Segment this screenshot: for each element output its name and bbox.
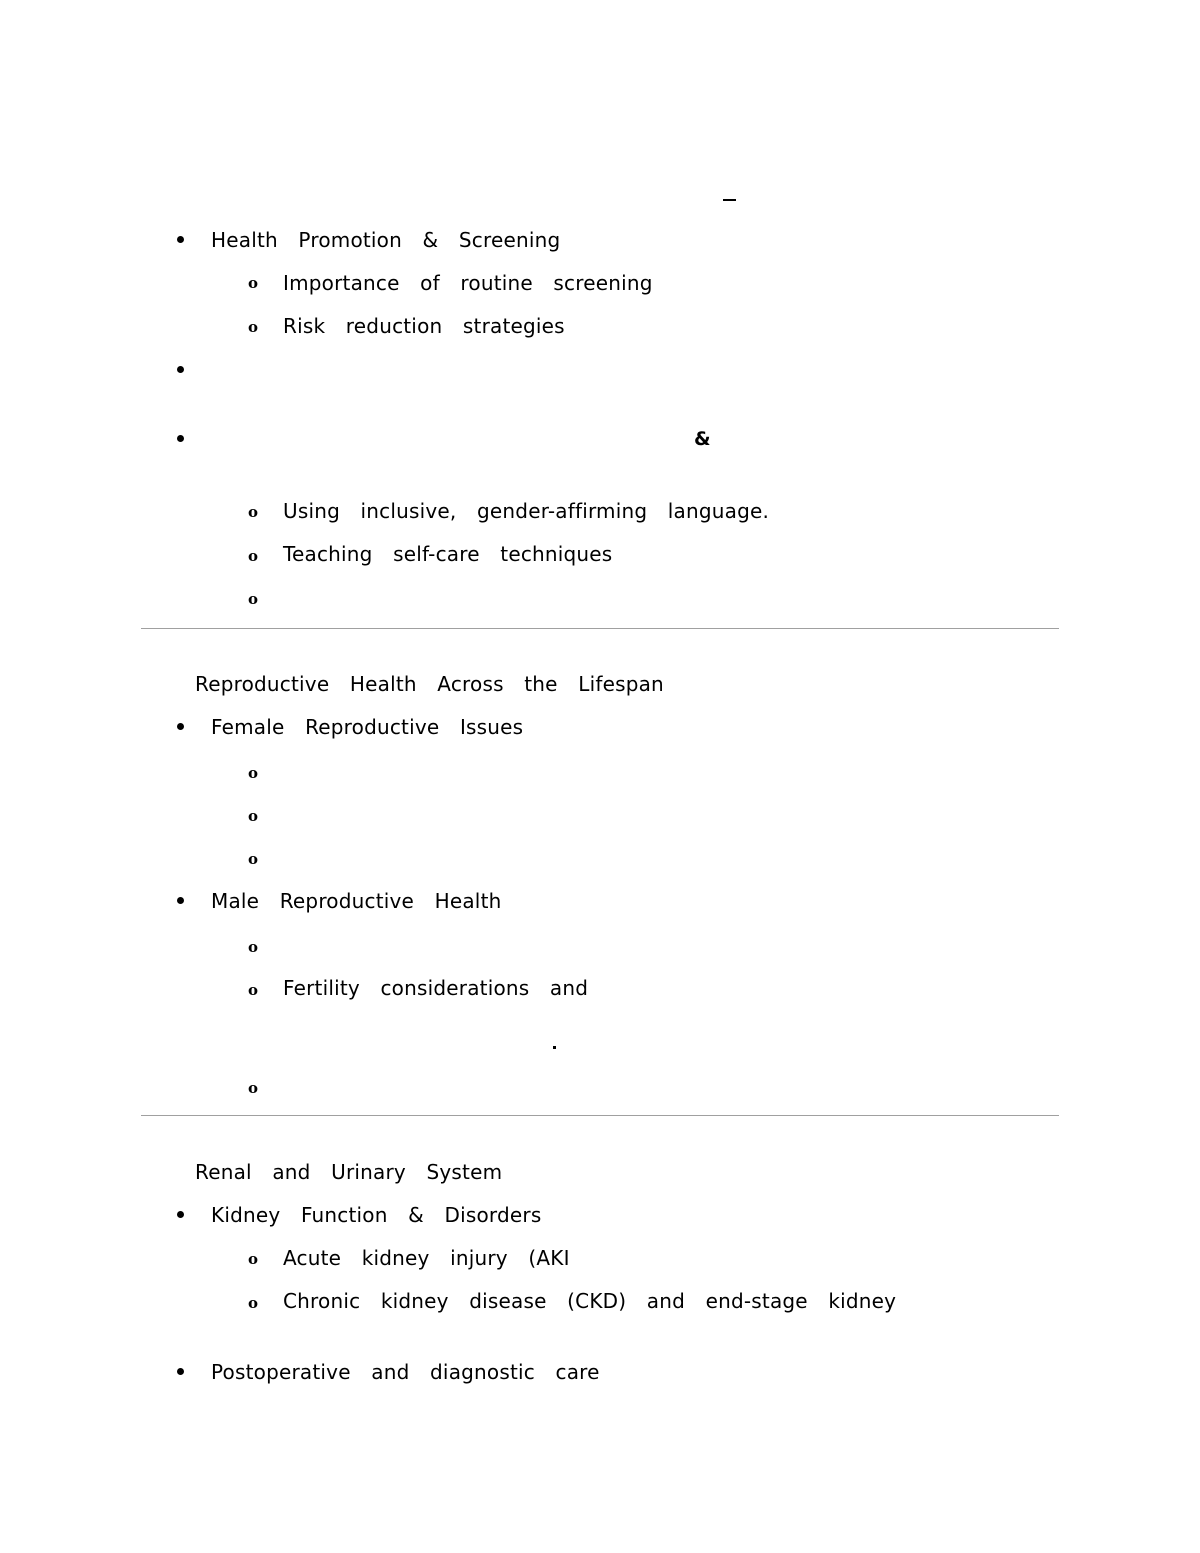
sub-item-inclusive-language: Using inclusive, gender-affirming language. xyxy=(283,499,770,523)
section-heading-reproductive-health: Reproductive Health Across the Lifespan xyxy=(195,672,664,696)
sub-bullet-marker: o xyxy=(248,274,259,292)
sub-bullet-marker: o xyxy=(248,318,259,336)
list-item-postoperative-care: Postoperative and diagnostic care xyxy=(211,1360,600,1384)
bullet-marker xyxy=(177,897,184,904)
bullet-marker xyxy=(177,1211,184,1218)
sub-item-aki: Acute kidney injury (AKI xyxy=(283,1246,570,1270)
sub-bullet-marker: o xyxy=(248,547,259,565)
bullet-marker xyxy=(177,1368,184,1375)
list-item-kidney-function: Kidney Function & Disorders xyxy=(211,1203,542,1227)
section-divider xyxy=(141,628,1059,629)
list-item-female-reproductive: Female Reproductive Issues xyxy=(211,715,524,739)
sub-item-self-care: Teaching self-care techniques xyxy=(283,542,613,566)
sub-bullet-marker: o xyxy=(248,938,259,956)
sub-bullet-marker: o xyxy=(248,503,259,521)
sub-item-fertility: Fertility considerations and xyxy=(283,976,589,1000)
sub-item-ckd: Chronic kidney disease (CKD) and end-stage kidney xyxy=(283,1289,897,1313)
sub-bullet-marker: o xyxy=(248,1250,259,1268)
sub-bullet-marker: o xyxy=(248,764,259,782)
ampersand-text: & xyxy=(694,428,711,450)
sub-bullet-marker: o xyxy=(248,590,259,608)
sub-item-risk-reduction: Risk reduction strategies xyxy=(283,314,565,338)
sub-bullet-marker: o xyxy=(248,1079,259,1097)
bullet-marker xyxy=(177,723,184,730)
sub-bullet-marker: o xyxy=(248,1294,259,1312)
bullet-marker xyxy=(177,435,184,442)
title-dash xyxy=(723,199,736,201)
list-item-male-reproductive: Male Reproductive Health xyxy=(211,889,502,913)
bullet-marker xyxy=(177,366,184,373)
section-divider xyxy=(141,1115,1059,1116)
list-item-health-promotion: Health Promotion & Screening xyxy=(211,228,561,252)
sub-bullet-marker: o xyxy=(248,850,259,868)
section-heading-renal-urinary: Renal and Urinary System xyxy=(195,1160,503,1184)
sub-item-routine-screening: Importance of routine screening xyxy=(283,271,653,295)
sub-bullet-marker: o xyxy=(248,807,259,825)
stray-dot xyxy=(553,1046,556,1049)
sub-bullet-marker: o xyxy=(248,981,259,999)
bullet-marker xyxy=(177,236,184,243)
